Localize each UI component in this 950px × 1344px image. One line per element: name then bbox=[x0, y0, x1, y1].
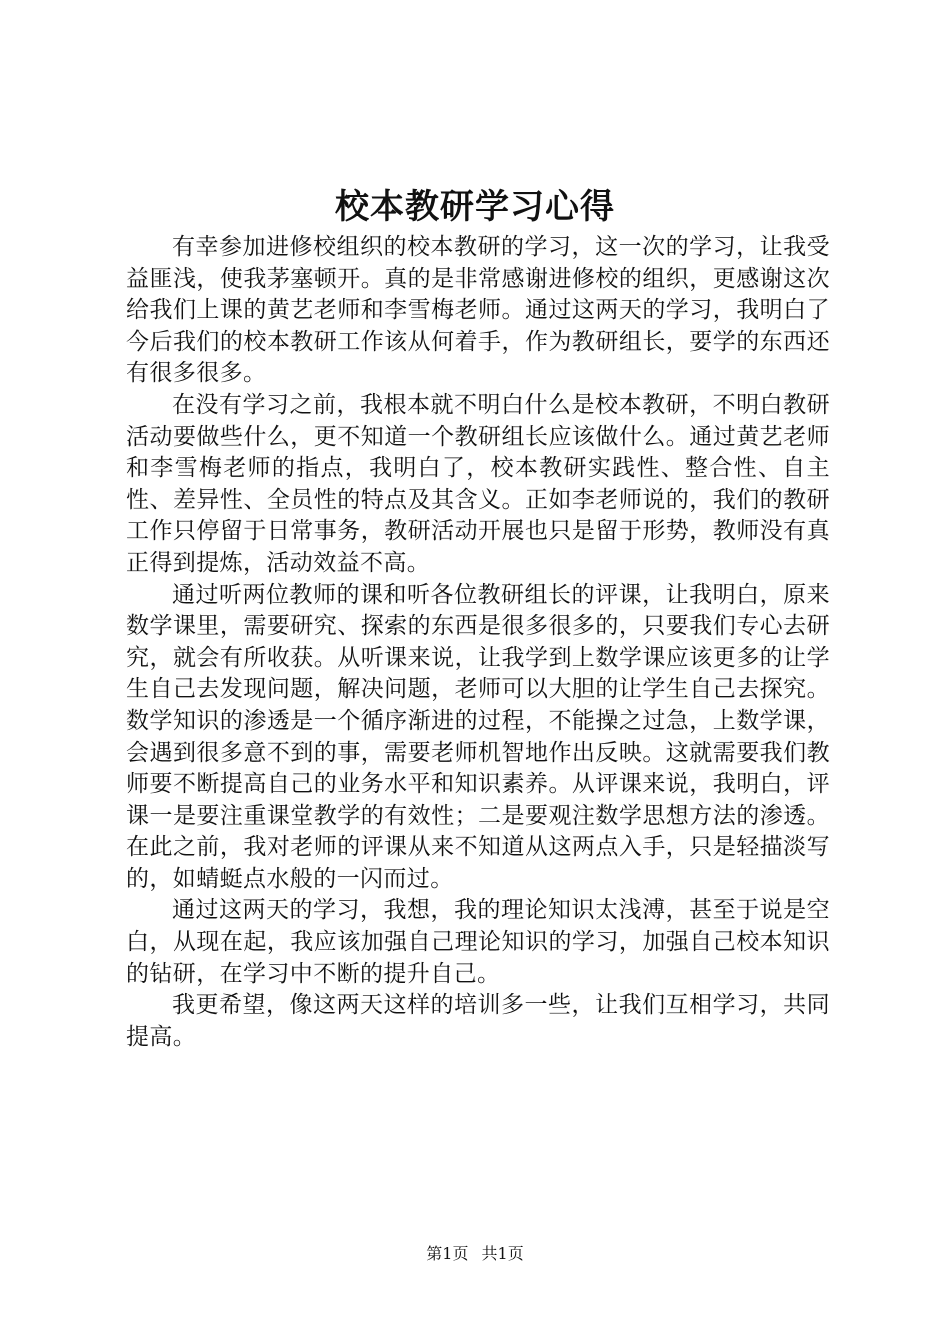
paragraph: 通过听两位教师的课和听各位教研组长的评课，让我明白，原来数学课里，需要研究、探索的东西是很多很多的，只要我们专心去研究，就会有所收获。从听课来说，让我学到上数学课应该更多的让学生自己去发现问题，解决问题，老师可以大胆的让学生自己去探究。数学知识的渗透是一个循序渐进的过程，不能操之过急，上数学课，会遇到很多意不到的事，需要老师机智地作出反映。这就需要我们教师要不断提高自己的业务水平和知识素养。从评课来说，我明白，评课一是要注重课堂教学的有效性；二是要观注数学思想方法的渗透。在此之前，我对老师的评课从来不知道从这两点入手，只是轻描淡写的，如蜻蜓点水般的一闪而过。 bbox=[126, 581, 830, 892]
paragraph: 通过这两天的学习，我想，我的理论知识太浅溥，甚至于说是空白，从现在起，我应该加强自己理论知识的学习，加强自己校本知识的钻研，在学习中不断的提升自己。 bbox=[126, 897, 830, 987]
page-total: 共1页 bbox=[481, 1244, 524, 1263]
page-footer bbox=[0, 1242, 950, 1266]
paragraph: 有幸参加进修校组织的校本教研的学习，这一次的学习，让我受益匪浅，使我茅塞顿开。真的是非常感谢进修校的组织，更感谢这次给我们上课的黄艺老师和李雪梅老师。通过这两天的学习，我明白了今后我们的校本教研工作该从何着手，作为教研组长，要学的东西还有很多很多。 bbox=[126, 234, 830, 387]
paragraph: 我更希望，像这两天这样的培训多一些，让我们互相学习，共同提高。 bbox=[126, 992, 830, 1050]
document-body bbox=[126, 232, 830, 1053]
paragraph: 在没有学习之前，我根本就不明白什么是校本教研，不明白教研活动要做些什么，更不知道一个教研组长应该做什么。通过黄艺老师和李雪梅老师的指点，我明白了，校本教研实践性、整合性、自主性、差异性、全员性的特点及其含义。正如李老师说的，我们的教研工作只停留于日常事务，教研活动开展也只是留于形势，教师没有真正得到提炼，活动效益不高。 bbox=[126, 391, 830, 576]
document-title: 校本教研学习心得 bbox=[335, 187, 615, 227]
page-number: 第1页 bbox=[426, 1244, 469, 1263]
